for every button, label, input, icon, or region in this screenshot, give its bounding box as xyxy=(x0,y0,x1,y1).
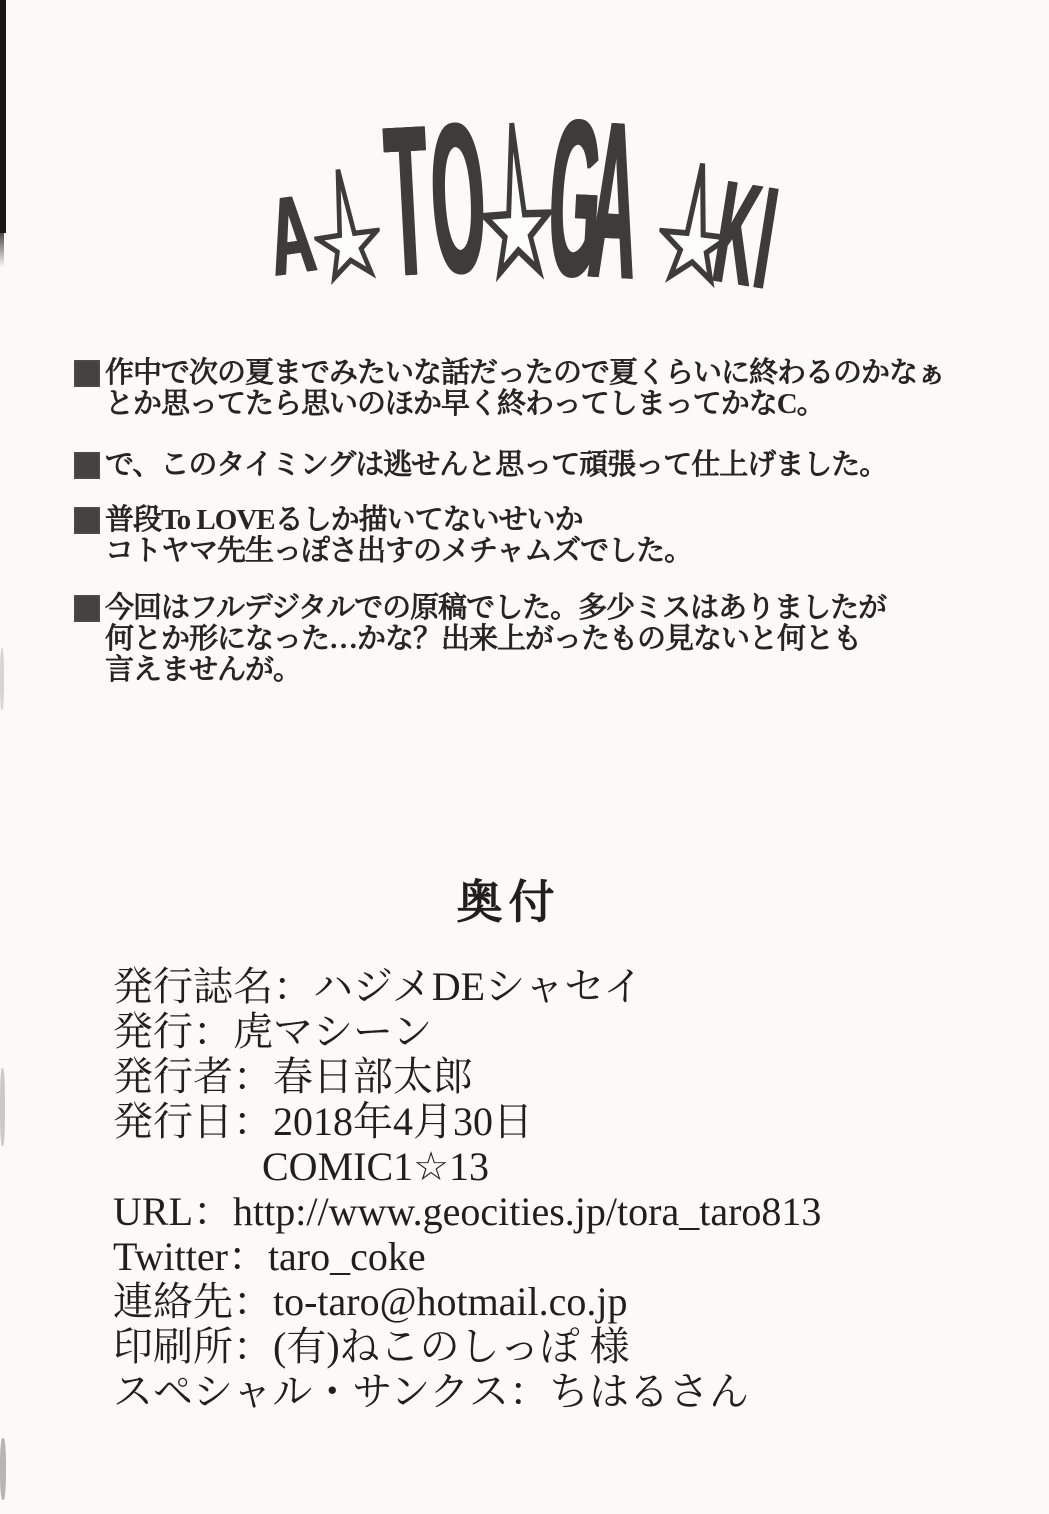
atogaki-title xyxy=(0,0,1049,340)
colophon-line-printer: 印刷所：(有)ねこのしっぽ 様 xyxy=(113,1324,630,1369)
paragraph-line: 言えませんが。 xyxy=(105,654,302,686)
paragraph-line: 何とか形になった…かな？出来上がったもの見ないと何とも xyxy=(105,623,862,655)
paragraph-line: 今回はフルデジタルでの原稿でした。多少ミスはありましたが xyxy=(105,592,887,624)
paragraph-line: とか思ってたら思いのほか早く終わってしまってかなC。 xyxy=(105,388,825,420)
colophon-line-publication-date: 発行日：2018年4月30日 xyxy=(113,1099,533,1144)
colophon-heading: 奥付 xyxy=(456,877,561,928)
paragraph-line: 普段To LOVEるしか描いてないせいか xyxy=(105,504,583,536)
paragraph-line: で、このタイミングは逃せんと思って頑張って仕上げました。 xyxy=(105,449,888,481)
afterword-paragraph xyxy=(74,593,989,686)
star-icon xyxy=(477,117,556,290)
bullet-square-icon xyxy=(74,595,100,622)
colophon-line-special-thanks: スペシャル・サンクス：ちはるさん xyxy=(113,1369,749,1414)
paragraph-line: コトヤマ先生っぽさ出すのメチャムズでした。 xyxy=(105,535,693,567)
colophon-line-contact-email: 連絡先：to-taro@hotmail.co.jp xyxy=(113,1279,628,1324)
colophon-line-url: URL：http://www.geocities.jp/tora_taro813 xyxy=(113,1189,822,1234)
afterword-paragraph xyxy=(74,358,989,420)
colophon-block xyxy=(113,964,1013,1414)
title-letters-ga: GA xyxy=(543,72,635,327)
scan-smudge xyxy=(0,648,4,710)
paragraph-line: 作中で次の夏までみたいな話だったので夏くらいに終わるのかなぁ xyxy=(105,357,946,389)
title-letter-a: A xyxy=(261,170,322,301)
colophon-line-twitter: Twitter：taro_coke xyxy=(113,1234,426,1279)
afterword-paragraph xyxy=(74,505,989,567)
title-letters-ki: KI xyxy=(704,149,789,321)
colophon-line-publisher-person: 発行者：春日部太郎 xyxy=(113,1054,473,1099)
colophon-line-event: COMIC1☆13 xyxy=(262,1144,489,1189)
afterword-paragraph xyxy=(74,450,989,481)
colophon-line-publication-title: 発行誌名：ハジメDEシャセイ xyxy=(113,964,644,1009)
colophon-line-publisher-circle: 発行：虎マシーン xyxy=(113,1009,433,1054)
scan-smudge xyxy=(0,1438,6,1500)
title-letters-to: TO xyxy=(380,77,496,322)
scan-smudge xyxy=(0,1068,5,1146)
bullet-square-icon xyxy=(74,507,100,534)
bullet-square-icon xyxy=(74,360,100,387)
bullet-square-icon xyxy=(74,452,100,479)
